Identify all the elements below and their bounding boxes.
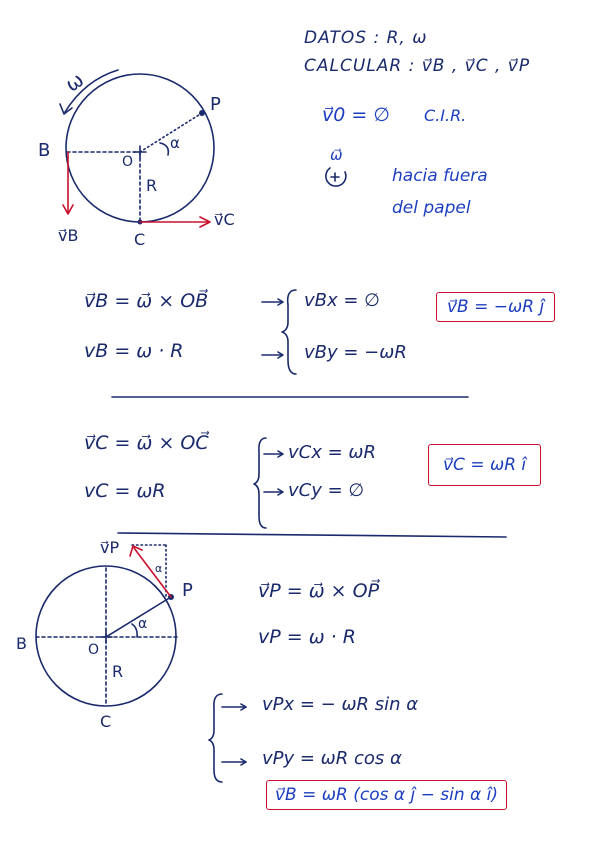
cir-label: C.I.R. <box>424 106 467 125</box>
point-c-label: C <box>134 230 146 249</box>
point-p2-label: P <box>182 580 193 601</box>
vp-result-box <box>266 780 507 810</box>
point-p-label: P <box>210 94 221 115</box>
omega-direction-line-1: hacia fuera <box>392 166 488 186</box>
vp-result: v⃗B = ωR (cos α ĵ − sin α î) <box>275 785 498 805</box>
vc-magnitude: vC = ωR <box>84 480 166 502</box>
alpha-small-label: α <box>155 562 163 575</box>
vpx-component: vPx = − ωR sin α <box>262 694 419 715</box>
vb-arrow-label: v⃗B <box>58 226 79 245</box>
point-b-label: B <box>38 140 51 161</box>
point-c2-label: C <box>100 712 112 731</box>
vcx-component: vCx = ωR <box>288 442 376 463</box>
diagram-1-circle <box>60 70 214 227</box>
point-o-label: O <box>122 154 134 170</box>
vcy-component: vCy = ∅ <box>288 480 365 501</box>
omega-direction-line-2: del papel <box>392 198 471 218</box>
calcular-line: CALCULAR : v⃗B , v⃗C , v⃗P <box>304 56 531 76</box>
section-p-brace <box>209 694 246 782</box>
radius2-label: R <box>112 662 124 681</box>
datos-line: DATOS : R, ω <box>304 28 428 48</box>
vc-result-box <box>428 444 541 486</box>
vb-magnitude: vB = ω · R <box>84 340 184 362</box>
omega-rotation-icon <box>326 168 346 186</box>
vby-component: vBy = −ωR <box>304 342 407 363</box>
vc-cross-product: v⃗C = ω⃗ × OC⃗ <box>84 432 209 454</box>
vp-magnitude: vP = ω · R <box>258 626 356 648</box>
alpha2-label: α <box>138 616 148 632</box>
vb-result: v⃗B = −ωR ĵ <box>447 297 545 317</box>
section-c-brace <box>254 438 283 528</box>
omega-label: ω <box>60 67 89 97</box>
point-b2-label: B <box>16 634 27 653</box>
v0-statement: v⃗0 = ∅ <box>322 104 390 126</box>
vpy-component: vPy = ωR cos α <box>262 748 402 769</box>
vp-arrow-label: v⃗P <box>100 538 120 557</box>
radius-label: R <box>146 176 158 195</box>
section-b-brace <box>262 290 296 374</box>
vb-result-box <box>436 292 555 322</box>
vc-arrow-label: v⃗C <box>214 210 235 229</box>
vb-cross-product: v⃗B = ω⃗ × OB⃗ <box>84 290 209 312</box>
vc-result: v⃗C = ωR î <box>443 455 527 475</box>
vbx-component: vBx = ∅ <box>304 290 380 311</box>
omega-vector-label: ω⃗ <box>330 146 343 164</box>
divider-2 <box>118 533 506 537</box>
vp-cross-product: v⃗P = ω⃗ × OP⃗ <box>258 580 380 602</box>
alpha-label: α <box>170 134 180 152</box>
point-o2-label: O <box>88 642 100 658</box>
